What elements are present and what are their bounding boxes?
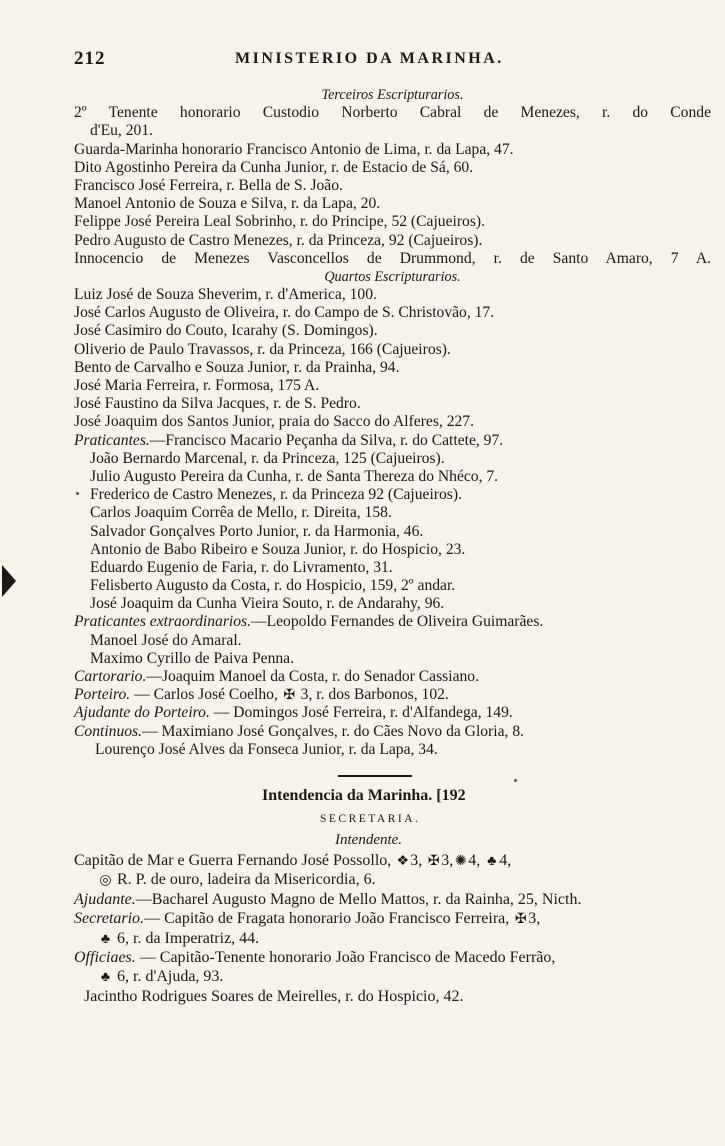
divider-line — [338, 775, 412, 777]
porteiro-pre: — Carlos José Coelho, — [130, 686, 282, 704]
cartorario-label: Cartorario. — [74, 668, 147, 685]
officiaes-label: Officiaes. — [74, 948, 136, 966]
medal-icon: ✺ — [454, 853, 467, 869]
list-item: Jacintho Rodrigues Soares de Meirelles, r. do Hospicio, 42. — [84, 987, 464, 1005]
cross-icon: ✠ — [427, 853, 440, 869]
text-body — [0, 86, 725, 1006]
list-item: João Bernardo Marcenal, r. da Princeza, 125 (Cajueiros). — [90, 449, 445, 467]
decoration-count: 3, — [528, 910, 541, 928]
list-item: Antonio de Babo Ribeiro e Souza Junior, r. do Hospicio, 23. — [90, 540, 466, 558]
cartorario-entry — [0, 668, 725, 686]
continuos-label: Continuos. — [74, 722, 143, 740]
print-speck — [76, 492, 79, 495]
porteiro-entry — [0, 686, 725, 704]
cross-icon: ✠ — [283, 688, 296, 704]
decoration-count: 3, — [441, 851, 454, 869]
circle-icon: ◎ — [99, 873, 112, 889]
list-item: Manoel José do Amaral. — [90, 631, 242, 649]
officiaes-text: — Capitão-Tenente honorario João Francisco de Macedo Ferrão, — [135, 948, 556, 966]
rose-icon: ❖ — [396, 853, 410, 869]
section-divider — [0, 759, 725, 783]
decoration-count: 4, — [468, 851, 481, 869]
intendente-heading: Intendente. — [335, 831, 403, 848]
order-icon: ♣ — [487, 853, 497, 869]
list-item: Manoel Antonio de Souza e Silva, r. da Lapa, 20. — [74, 195, 381, 213]
cross-icon: ✠ — [514, 912, 527, 928]
list-item: José Joaquim da Cunha Vieira Souto, r. de Andarahy, 96. — [90, 595, 445, 613]
ajudante-label: Ajudante. — [74, 890, 136, 908]
secretario-text: — Capitão de Fragata honorario João Francisco Ferreira, — [144, 910, 510, 928]
secretario-entry — [0, 909, 725, 928]
list-item: Guarda-Marinha honorario Francisco Antonio de Lima, r. da Lapa, 47. — [74, 140, 514, 158]
list-item: José Maria Ferreira, r. Formosa, 175 A. — [74, 377, 320, 394]
praticantes-entry — [0, 432, 725, 450]
secretaria-heading: SECRETARIA. — [320, 812, 421, 825]
ajudante-porteiro-text: — Domingos José Ferreira, r. d'Alfandega, 149. — [209, 704, 513, 722]
continuos-entry — [0, 723, 725, 741]
extraordinarios-first: —Leopoldo Fernandes de Oliveira Guimarães. — [251, 613, 544, 631]
list-item: Eduardo Eugenio de Faria, r. do Livramento, 31. — [90, 558, 393, 576]
decoration-count: 3, — [410, 851, 423, 869]
list-item: Felisberto Augusto da Costa, r. do Hospicio, 159, 2º andar. — [90, 577, 456, 595]
list-item: Bento de Carvalho e Souza Junior, r. da Prainha, 94. — [74, 358, 400, 376]
praticantes-first: —Francisco Macario Peçanha da Silva, r. do Cattete, 97. — [149, 431, 504, 449]
list-item: Maximo Cyrillo de Paiva Penna. — [90, 649, 294, 667]
page-header — [72, 48, 702, 74]
extraordinarios-entry — [0, 613, 725, 631]
list-item: Francisco José Ferreira, r. Bella de S. João. — [74, 176, 343, 194]
list-item: Lourenço José Alves da Fonseca Junior, r. da Lapa, 34. — [95, 740, 438, 758]
secretario-entry-cont — [0, 929, 725, 948]
intendente-entry-cont — [0, 870, 725, 889]
secretario-label: Secretario. — [74, 910, 145, 928]
print-speck — [514, 779, 517, 782]
list-item: Dito Agostinho Pereira da Cunha Junior, r. de Estacio de Sá, 60. — [74, 158, 474, 176]
ajudante-porteiro-entry — [0, 704, 725, 722]
ajudante-porteiro-label: Ajudante do Porteiro. — [74, 704, 210, 722]
list-item: Oliverio de Paulo Travassos, r. da Princeza, 166 (Cajueiros). — [74, 340, 451, 358]
officiaes-entry-cont — [0, 967, 725, 986]
porteiro-post: 3, r. dos Barbonos, 102. — [296, 686, 449, 704]
list-item: Luiz José de Souza Sheverim, r. d'America, 100. — [74, 286, 377, 304]
intendencia-heading: Intendencia da Marinha. [192 — [262, 786, 466, 804]
officiaes-entry — [0, 948, 725, 967]
list-item: José Joaquim dos Santos Junior, praia do Sacco do Alferes, 227. — [74, 413, 474, 431]
list-item: Felippe José Pereira Leal Sobrinho, r. do Principe, 52 (Cajueiros). — [74, 213, 485, 231]
ajudante-text: —Bacharel Augusto Magno de Mello Mattos, r. da Rainha, 25, Nicth. — [135, 890, 582, 908]
list-item: José Casimiro do Couto, Icarahy (S. Domingos). — [74, 322, 378, 340]
list-item: Pedro Augusto de Castro Menezes, r. da Princeza, 92 (Cajueiros). — [74, 231, 483, 249]
list-item: 2º Tenente honorario Custodio Norberto Cabral de Menezes, r. do Conde — [74, 104, 711, 122]
officiaes-address: 6, r. d'Ajuda, 93. — [117, 968, 224, 986]
list-item: Frederico de Castro Menezes, r. da Princeza 92 (Cajueiros). — [90, 486, 462, 504]
page-number: 212 — [74, 48, 106, 69]
extraordinarios-label: Praticantes extraordinarios. — [74, 613, 252, 631]
intendente-text: Capitão de Mar e Guerra Fernando José Possollo, — [74, 851, 392, 869]
order-icon: ♣ — [100, 931, 111, 947]
praticantes-label: Praticantes. — [74, 431, 150, 449]
list-item: Innocencio de Menezes Vasconcellos de Drummond, r. de Santo Amaro, 7 A. — [74, 249, 711, 267]
continuos-first: — Maximiano José Gonçalves, r. do Cães Novo da Gloria, 8. — [142, 722, 525, 740]
list-item: d'Eu, 201. — [90, 122, 154, 140]
list-item: Carlos Joaquim Corrêa de Mello, r. Direita, 158. — [90, 504, 392, 522]
list-item: Salvador Gonçalves Porto Junior, r. da Harmonia, 46. — [90, 522, 424, 540]
list-item: José Faustino da Silva Jacques, r. de S. Pedro. — [74, 395, 361, 413]
ajudante-entry — [0, 890, 725, 909]
decoration-count: 4, — [499, 851, 512, 869]
page-title: MINISTERIO DA MARINHA. — [235, 50, 504, 67]
order-icon: ♣ — [100, 970, 111, 986]
intendente-address: R. P. de ouro, ladeira da Misericordia, 6. — [117, 871, 376, 889]
list-item: Julio Augusto Pereira da Cunha, r. de Santa Thereza do Nhéco, 7. — [90, 467, 499, 485]
intendente-entry — [0, 851, 725, 870]
section-heading-quartos: Quartos Escripturarios. — [324, 268, 461, 285]
cartorario-text: —Joaquim Manoel da Costa, r. do Senador Cassiano. — [146, 668, 479, 685]
list-item: José Carlos Augusto de Oliveira, r. do Campo de S. Christovão, 17. — [74, 304, 495, 322]
porteiro-label: Porteiro. — [74, 686, 131, 704]
section-heading-terceiros: Terceiros Escripturarios. — [321, 87, 464, 103]
secretario-address: 6, r. da Imperatriz, 44. — [117, 929, 260, 947]
